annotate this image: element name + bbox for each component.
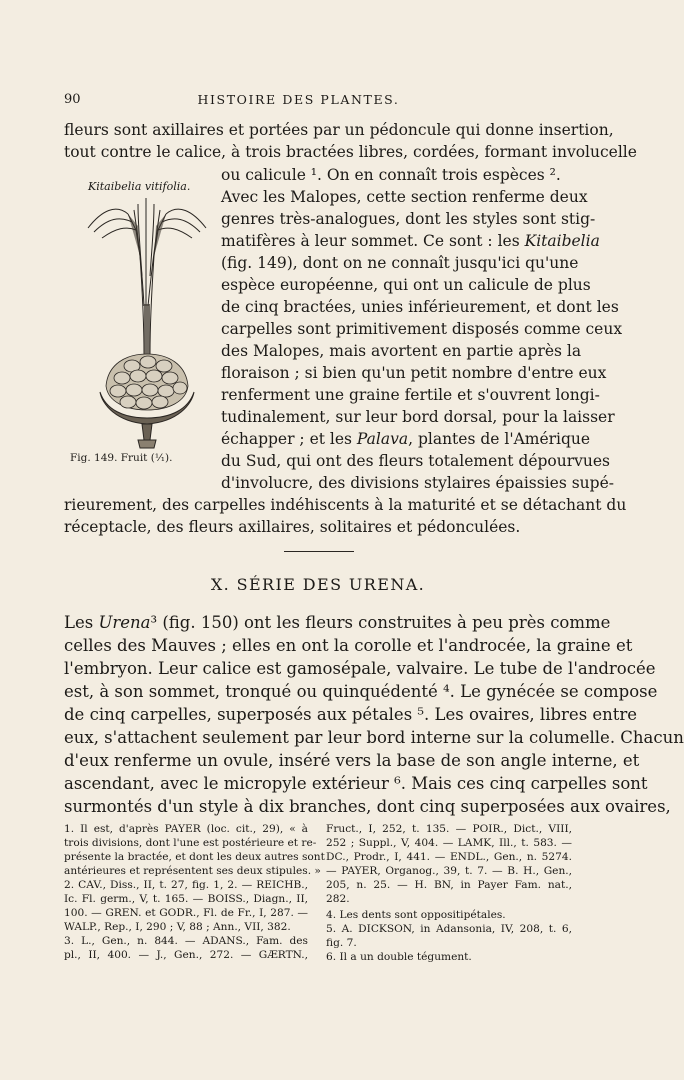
footnote-line: 4. Les dents sont oppositipétales. xyxy=(326,909,506,921)
text-line: de cinq carpelles, superposés aux pétales ⁵. Les ovaires, libres entre xyxy=(64,705,638,724)
footnote-line: 5. A. DICKSON, in Adansonia, IV, 208, t. 6, xyxy=(326,923,572,935)
footnote-line: 3. L., Gen., n. 844. — ADANS., Fam. des xyxy=(64,935,308,947)
text-line: du Sud, qui ont des fleurs totalement dépourvues xyxy=(221,452,611,470)
text-line: d'involucre, des divisions stylaires épaissies supé- xyxy=(221,474,614,492)
footnote-line: antérieures et représentent ses deux stipules. » xyxy=(64,865,321,877)
footnote-line: 252 ; Suppl., V, 404. — LAMK, Ill., t. 583. — xyxy=(326,837,572,849)
footnote-line: 1. Il est, d'après PAYER (loc. cit., 29), « à xyxy=(64,823,308,835)
text-line: échapper ; et les Palava, plantes de l'Amérique xyxy=(221,430,591,448)
footnote-line: 205, n. 25. — H. BN, in Payer Fam. nat., xyxy=(326,879,572,891)
genus-name: Palava xyxy=(356,430,409,448)
footnote-line: 2. CAV., Diss., II, t. 27, fig. 1, 2. — REICHB., xyxy=(64,879,308,891)
figure-title: Kitaibelia vitifolia. xyxy=(88,180,191,193)
footnote-line: présente la bractée, et dont les deux autres sont xyxy=(64,851,325,863)
running-title: HISTOIRE DES PLANTES. xyxy=(197,92,400,107)
text-line: celles des Mauves ; elles en ont la corolle et l'androcée, la graine et xyxy=(64,636,633,655)
footnote-line: 6. Il a un double tégument. xyxy=(326,951,472,963)
footnote-line: trois divisions, dont l'une est postérieure et re- xyxy=(64,837,317,849)
footnote-line: DC., Prodr., I, 441. — ENDL., Gen., n. 5274. xyxy=(326,851,572,863)
text-line: Les Urena³ (fig. 150) ont les fleurs construites à peu près comme xyxy=(64,613,611,632)
figure-caption: Fig. 149. Fruit (¹⁄₁). xyxy=(70,452,173,464)
text-line: d'eux renferme un ovule, inséré vers la base de son angle interne, et xyxy=(64,751,640,770)
text-line: Avec les Malopes, cette section renferme deux xyxy=(221,188,588,206)
text-line: rieurement, des carpelles indéhiscents à la maturité et se détachant du xyxy=(64,496,627,514)
footnote-line: 282. xyxy=(326,893,350,905)
text-line: réceptacle, des fleurs axillaires, solitaires et pédonculées. xyxy=(64,518,521,536)
footnote-line: WALP., Rep., I, 290 ; V, 88 ; Ann., VII, 382. xyxy=(64,921,291,933)
text-line: tout contre le calice, à trois bractées libres, cordées, formant involucelle xyxy=(64,143,637,161)
text-line: genres très-analogues, dont les styles sont stig- xyxy=(221,210,596,228)
text-line: (fig. 149), dont on ne connaît jusqu'ici qu'une xyxy=(221,254,579,272)
text-line: ascendant, avec le micropyle extérieur ⁶. Mais ces cinq carpelles sont xyxy=(64,774,648,793)
footnote-line: 100. — GREN. et GODR., Fl. de Fr., I, 287. — xyxy=(64,907,308,919)
footnote-line: pl., II, 400. — J., Gen., 272. — GÆRTN., xyxy=(64,949,308,961)
text-line: surmontés d'un style à dix branches, dont cinq superposées aux ovaires, xyxy=(64,797,671,816)
text-line: fleurs sont axillaires et portées par un pédoncule qui donne insertion, xyxy=(64,121,614,139)
text-line: espèce européenne, qui ont un calicule de plus xyxy=(221,276,591,294)
text-line: l'embryon. Leur calice est gamosépale, valvaire. Le tube de l'androcée xyxy=(64,659,656,678)
text-line: des Malopes, mais avortent en partie après la xyxy=(221,342,582,360)
genus-name: Kitaibelia xyxy=(524,232,600,250)
page-number: 90 xyxy=(64,92,81,107)
text-line: renferment une graine fertile et s'ouvrent longi- xyxy=(221,386,600,404)
text-line: de cinq bractées, unies inférieurement, et dont les xyxy=(221,298,619,316)
footnote-line: fig. 7. xyxy=(326,937,357,949)
text-line: est, à son sommet, tronqué ou quinquédenté ⁴. Le gynécée se compose xyxy=(64,682,658,701)
section-separator xyxy=(284,551,354,552)
section-title: X. SÉRIE DES URENA. xyxy=(210,575,426,594)
footnote-line: — PAYER, Organog., 39, t. 7. — B. H., Gen., xyxy=(326,865,572,877)
text-line: floraison ; si bien qu'un petit nombre d'entre eux xyxy=(221,364,607,382)
text-line: eux, s'attachent seulement par leur bord interne sur la columelle. Chacun xyxy=(64,728,684,747)
text-line: carpelles sont primitivement disposés comme ceux xyxy=(221,320,623,338)
footnote-line: Fruct., I, 252, t. 135. — POIR., Dict., VIII, xyxy=(326,823,572,835)
text-line: ou calicule ¹. On en connaît trois espèces ². xyxy=(221,166,561,184)
text-line: tudinalement, sur leur bord dorsal, pour la laisser xyxy=(221,408,615,426)
text-line: matifères à leur sommet. Ce sont : les Kitaibelia xyxy=(221,232,600,250)
kitaibelia-fruit-illustration xyxy=(82,196,212,454)
genus-name: Urena xyxy=(98,613,151,632)
footnote-line: Ic. Fl. germ., V, t. 165. — BOISS., Diagn., II, xyxy=(64,893,308,905)
